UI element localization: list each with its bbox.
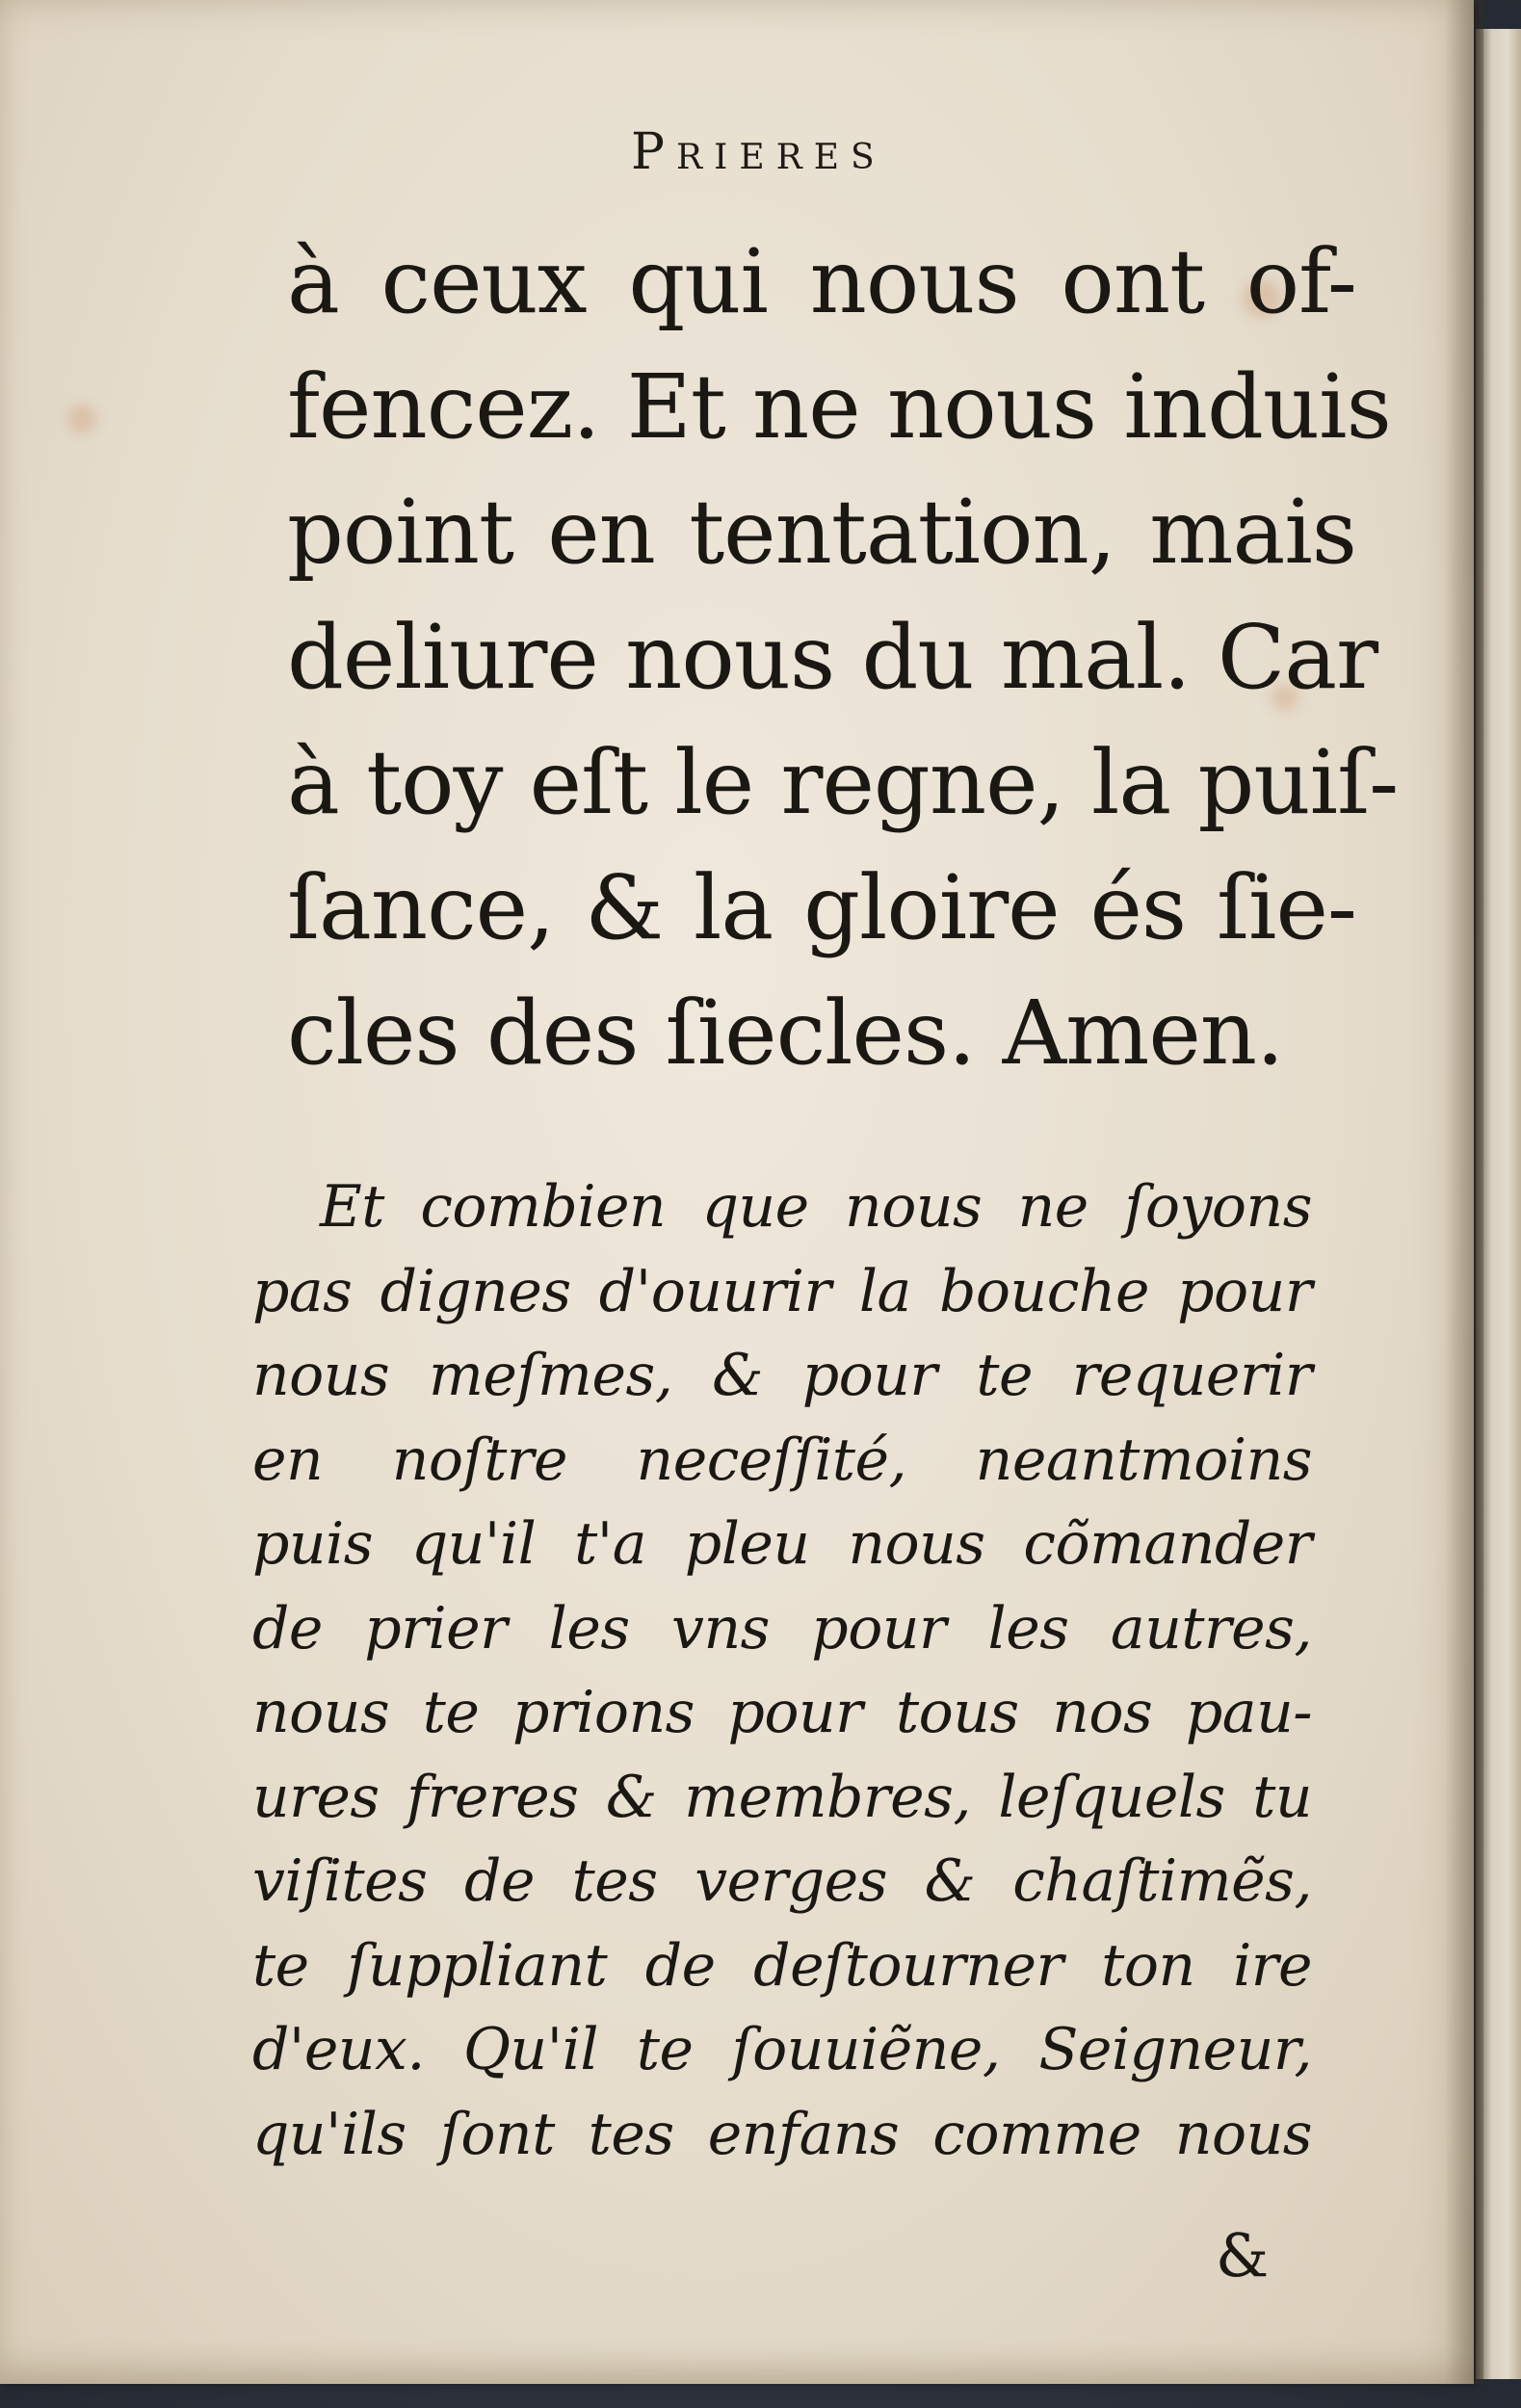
gutter-shadow <box>1445 0 1483 2384</box>
text-line: cles des ſiecles. Amen. <box>287 982 1284 1085</box>
text-line: ures freres & membres, leſquels tu <box>252 1763 1312 1831</box>
text-line: à toy eſt le regne, la puiſ- <box>287 731 1399 834</box>
foxing-stain <box>67 405 96 433</box>
text-line: en noſtre neceſſité, neantmoins <box>252 1426 1312 1494</box>
text-line: nous meſmes, & pour te requerir <box>252 1342 1312 1409</box>
text-line: puis qu'il t'a pleu nous cõmander <box>252 1510 1312 1578</box>
intercession-paragraph <box>252 1165 1312 2177</box>
text-line: Et combien que nous ne ſoyons <box>320 1173 1312 1241</box>
running-title: Prieres <box>631 123 886 181</box>
text-line: viſites de tes verges & chaſtimẽs, <box>252 1847 1312 1915</box>
text-line: te ſuppliant de deſtourner ton ire <box>252 1931 1312 2000</box>
text-line: ſance, & la gloire és ſie- <box>287 856 1356 959</box>
text-line: qu'ils ſont tes enfans comme nous <box>252 2100 1312 2168</box>
text-line: d'eux. Qu'il te ſouuiẽne, Seigneur, <box>252 2016 1312 2083</box>
catchword: & <box>1216 2220 1270 2290</box>
text-line: deliure nous du mal. Car <box>287 606 1378 709</box>
text-line: fencez. Et ne nous induis <box>287 355 1391 458</box>
text-line: point en tentation, mais <box>287 481 1356 584</box>
text-line: de prier les vns pour les autres, <box>252 1594 1312 1662</box>
prayer-ending-text <box>287 220 1399 1096</box>
text-line: pas dignes d'ouurir la bouche pour <box>252 1257 1312 1325</box>
text-line: nous te prions pour tous nos pau- <box>252 1679 1312 1746</box>
text-line: à ceux qui nous ont of- <box>287 230 1356 333</box>
